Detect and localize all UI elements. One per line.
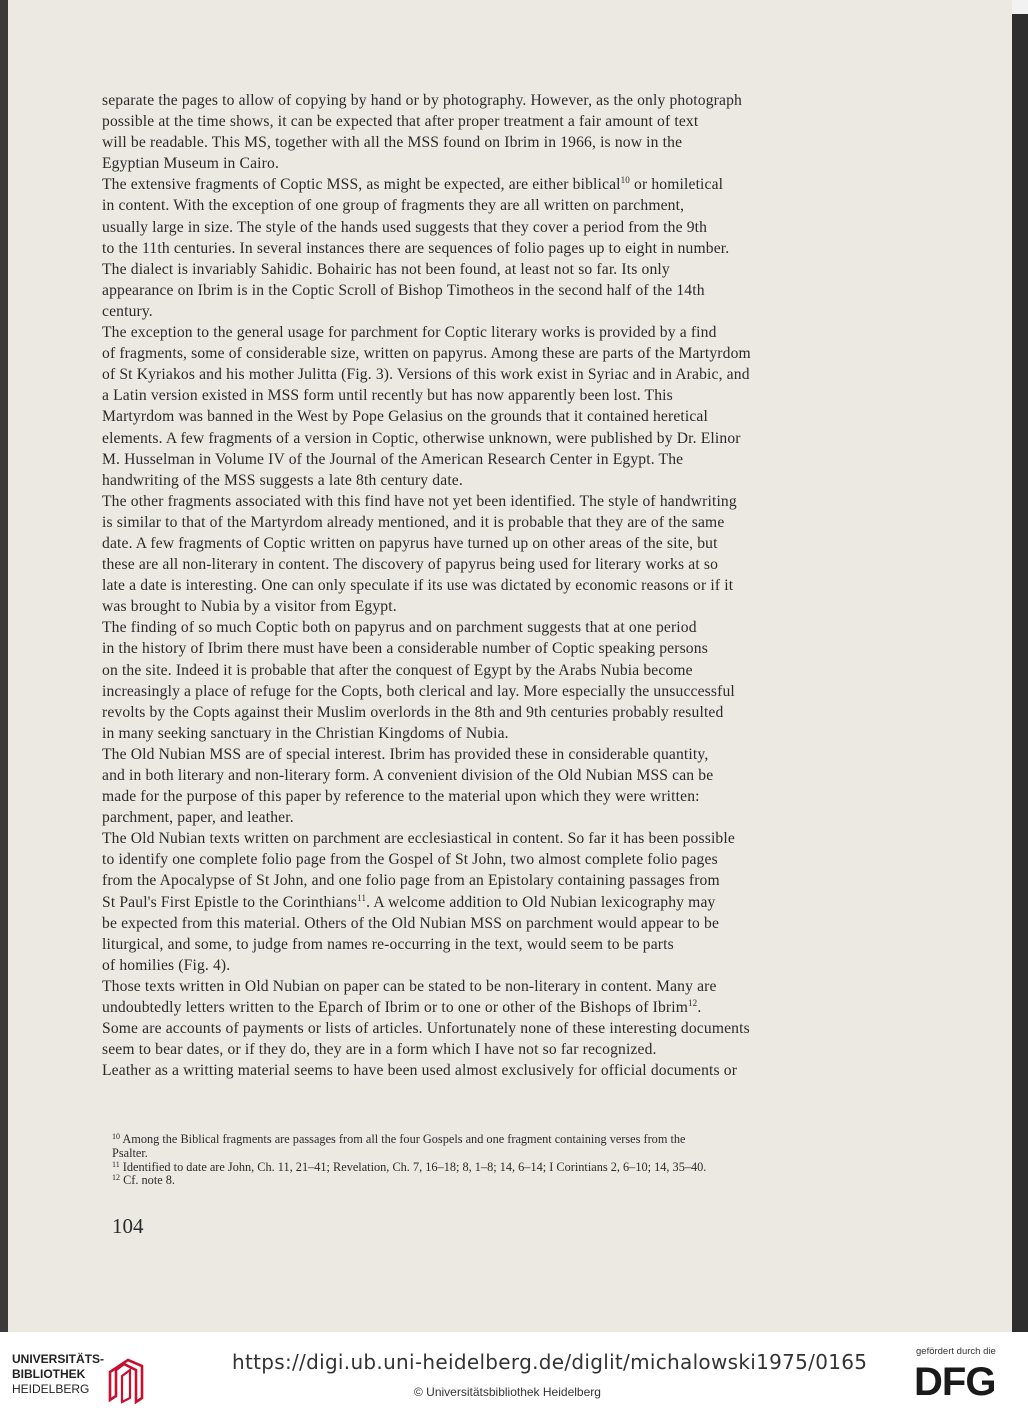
footnotes — [112, 1133, 852, 1188]
text-line: separate the pages to allow of copying by hand or by photography. However, as the only photograph — [102, 92, 742, 109]
body-text — [102, 90, 852, 1081]
library-name-line3: HEIDELBERG — [12, 1382, 90, 1396]
text-line: increasingly a place of refuge for the Copts, both clerical and lay. More especially the unsuccessful — [102, 682, 735, 700]
text-line: seem to bear dates, or if they do, they are in a form which I have not so far recognized. — [102, 1041, 657, 1059]
footnote-text: Cf. note 8. — [120, 1173, 175, 1188]
text-line: The Old Nubian MSS are of special interest. Ibrim has provided these in considerable quantity, — [102, 745, 709, 763]
text-line: century. — [102, 302, 153, 320]
footnote-10-continued — [112, 1147, 852, 1161]
library-name-line1: UNIVERSITÄTS- — [12, 1352, 105, 1366]
text-line: these are all non-literary in content. The discovery of papyrus being used for literary works at so — [102, 556, 719, 574]
text-line: parchment, paper, and leather. — [102, 809, 294, 827]
text-line — [102, 174, 852, 195]
text-line: from the Apocalypse of St John, and one folio page from an Epistolary containing passages from — [102, 872, 720, 890]
text-line: elements. A few fragments of a version in Coptic, otherwise unknown, were published by Dr. Elinor — [102, 429, 741, 447]
text-line — [102, 892, 852, 913]
dfg-logo[interactable]: DFG — [914, 1360, 996, 1404]
page-number: 104 — [112, 1214, 144, 1238]
permalink-url[interactable]: https://digi.ub.uni-heidelberg.de/diglit/michalowski1975/0165 — [232, 1350, 868, 1374]
text-line: Egyptian Museum in Cairo. — [102, 155, 279, 173]
footnote-number: 10 — [112, 1132, 120, 1141]
text-line: Some are accounts of payments or lists of articles. Unfortunately none of these interesting documents — [102, 1020, 750, 1038]
text-segment: . — [697, 999, 702, 1017]
text-line: M. Husselman in Volume IV of the Journal of the American Research Center in Egypt. The — [102, 450, 684, 468]
ub-logo-icon — [106, 1352, 144, 1404]
footnote-text: Among the Biblical fragments are passages from all the four Gospels and one fragment containing verses from the — [120, 1132, 686, 1146]
text-line: Martyrdom was banned in the West by Pope Gelasius on the grounds that it contained heretical — [102, 408, 708, 426]
text-line: late a date is interesting. One can only speculate if its use was dictated by economic reasons or if it — [102, 577, 734, 595]
footnote-11 — [112, 1161, 852, 1175]
library-name-line2: BIBLIOTHEK — [12, 1367, 86, 1381]
footnote-ref-12[interactable]: 12 — [688, 998, 698, 1009]
text-line: The finding of so much Coptic both on papyrus and on parchment suggests that at one period — [102, 619, 697, 637]
text-line: in content. With the exception of one group of fragments they are all written on parchment, — [102, 197, 685, 215]
text-line — [102, 997, 852, 1018]
text-line: is similar to that of the Martyrdom already mentioned, and it is probable that they are of the same — [102, 513, 725, 531]
text-line: liturgical, and some, to judge from names re-occurring in the text, would seem to be parts — [102, 935, 674, 953]
footnote-number: 12 — [112, 1173, 120, 1183]
text-line: a Latin version existed in MSS form until recently but has now apparently been lost. This — [102, 387, 673, 405]
text-line: and in both literary and non-literary form. A convenient division of the Old Nubian MSS can be — [102, 767, 714, 784]
text-line: be expected from this material. Others of the Old Nubian MSS on parchment would appear to be — [102, 914, 720, 932]
footnote-ref-11[interactable]: 11 — [357, 892, 367, 903]
text-line: handwriting of the MSS suggests a late 8th century date. — [102, 471, 463, 489]
text-line: in the history of Ibrim there must have been a considerable number of Coptic speaking persons — [102, 640, 708, 658]
text-segment: . A welcome addition to Old Nubian lexicography may — [366, 893, 716, 911]
scan-edge — [1012, 0, 1028, 1332]
footer-bar — [0, 1332, 1028, 1410]
text-line: appearance on Ibrim is in the Coptic Scroll of Bishop Timotheos in the second half of the 14th — [102, 281, 705, 299]
footnote-text: Identified to date are John, Ch. 11, 21–41; Revelation, Ch. 7, 16–18; 8, 1–8; 14, 6–14; I Corintians 2, 6–10; 14, 35–40. — [119, 1159, 707, 1174]
text-line: Those texts written in Old Nubian on paper can be stated to be non-literary in content. Many are — [102, 977, 717, 995]
university-library-logo[interactable] — [12, 1352, 152, 1404]
text-line: The other fragments associated with this find have not yet been identified. The style of handwriting — [102, 492, 737, 510]
text-line: to the 11th centuries. In several instances there are sequences of folio pages up to eight in number. — [102, 239, 730, 257]
footnote-number: 11 — [112, 1159, 120, 1169]
text-line: on the site. Indeed it is probable that after the conquest of Egypt by the Arabs Nubia become — [102, 661, 693, 679]
text-line: Leather as a writting material seems to have been used almost exclusively for official documents or — [102, 1062, 738, 1080]
text-line: possible at the time shows, it can be expected that after proper treatment a fair amount of text — [102, 113, 699, 131]
scan-edge-notch — [1012, 0, 1028, 14]
text-line: in many seeking sanctuary in the Christian Kingdoms of Nubia. — [102, 724, 509, 742]
text-segment: St Paul's First Epistle to the Corinthians — [102, 893, 358, 911]
text-line: The exception to the general usage for parchment for Coptic literary works is provided by a find — [102, 324, 717, 342]
text-line: revolts by the Copts against their Muslim overlords in the 8th and 9th centuries probably resulted — [102, 703, 724, 721]
text-line: The dialect is invariably Sahidic. Bohairic has not been found, at least not so far. Its only — [102, 260, 670, 278]
text-line: made for the purpose of this paper by reference to the material upon which they were written: — [102, 788, 700, 806]
document-page — [8, 0, 1012, 1332]
footnote-12 — [112, 1174, 852, 1188]
text-line: to identify one complete folio page from the Gospel of St John, two almost complete folio pages — [102, 851, 718, 869]
text-line: of homilies (Fig. 4). — [102, 956, 231, 974]
text-segment: undoubtedly letters written to the Eparch of Ibrim or to one or other of the Bishops of Ibrim — [102, 999, 689, 1017]
text-line: was brought to Nubia by a visitor from Egypt. — [102, 598, 397, 616]
text-segment: or homiletical — [629, 176, 724, 194]
text-segment: The extensive fragments of Coptic MSS, as might be expected, are either biblical — [102, 176, 621, 194]
text-line: The Old Nubian texts written on parchment are ecclesiastical in content. So far it has been possible — [102, 830, 735, 848]
footnote-text: Psalter. — [112, 1145, 148, 1160]
copyright-notice: © Universitätsbibliothek Heidelberg — [414, 1385, 601, 1399]
text-line: date. A few fragments of Coptic written on papyrus have turned up on other areas of the site, but — [102, 534, 718, 552]
footnote-ref-10[interactable]: 10 — [620, 175, 630, 186]
text-line: of St Kyriakos and his mother Julitta (Fig. 3). Versions of this work exist in Syriac and in Arabic, and — [102, 366, 750, 384]
text-line: usually large in size. The style of the hands used suggests that they cover a period from the 9th — [102, 218, 708, 236]
funding-label: gefördert durch die — [916, 1346, 996, 1357]
text-line: of fragments, some of considerable size, written on papyrus. Among these are parts of the Martyrdom — [102, 345, 751, 363]
footnote-10 — [112, 1133, 852, 1147]
text-line: will be readable. This MS, together with all the MSS found on Ibrim in 1966, is now in the — [102, 134, 683, 152]
